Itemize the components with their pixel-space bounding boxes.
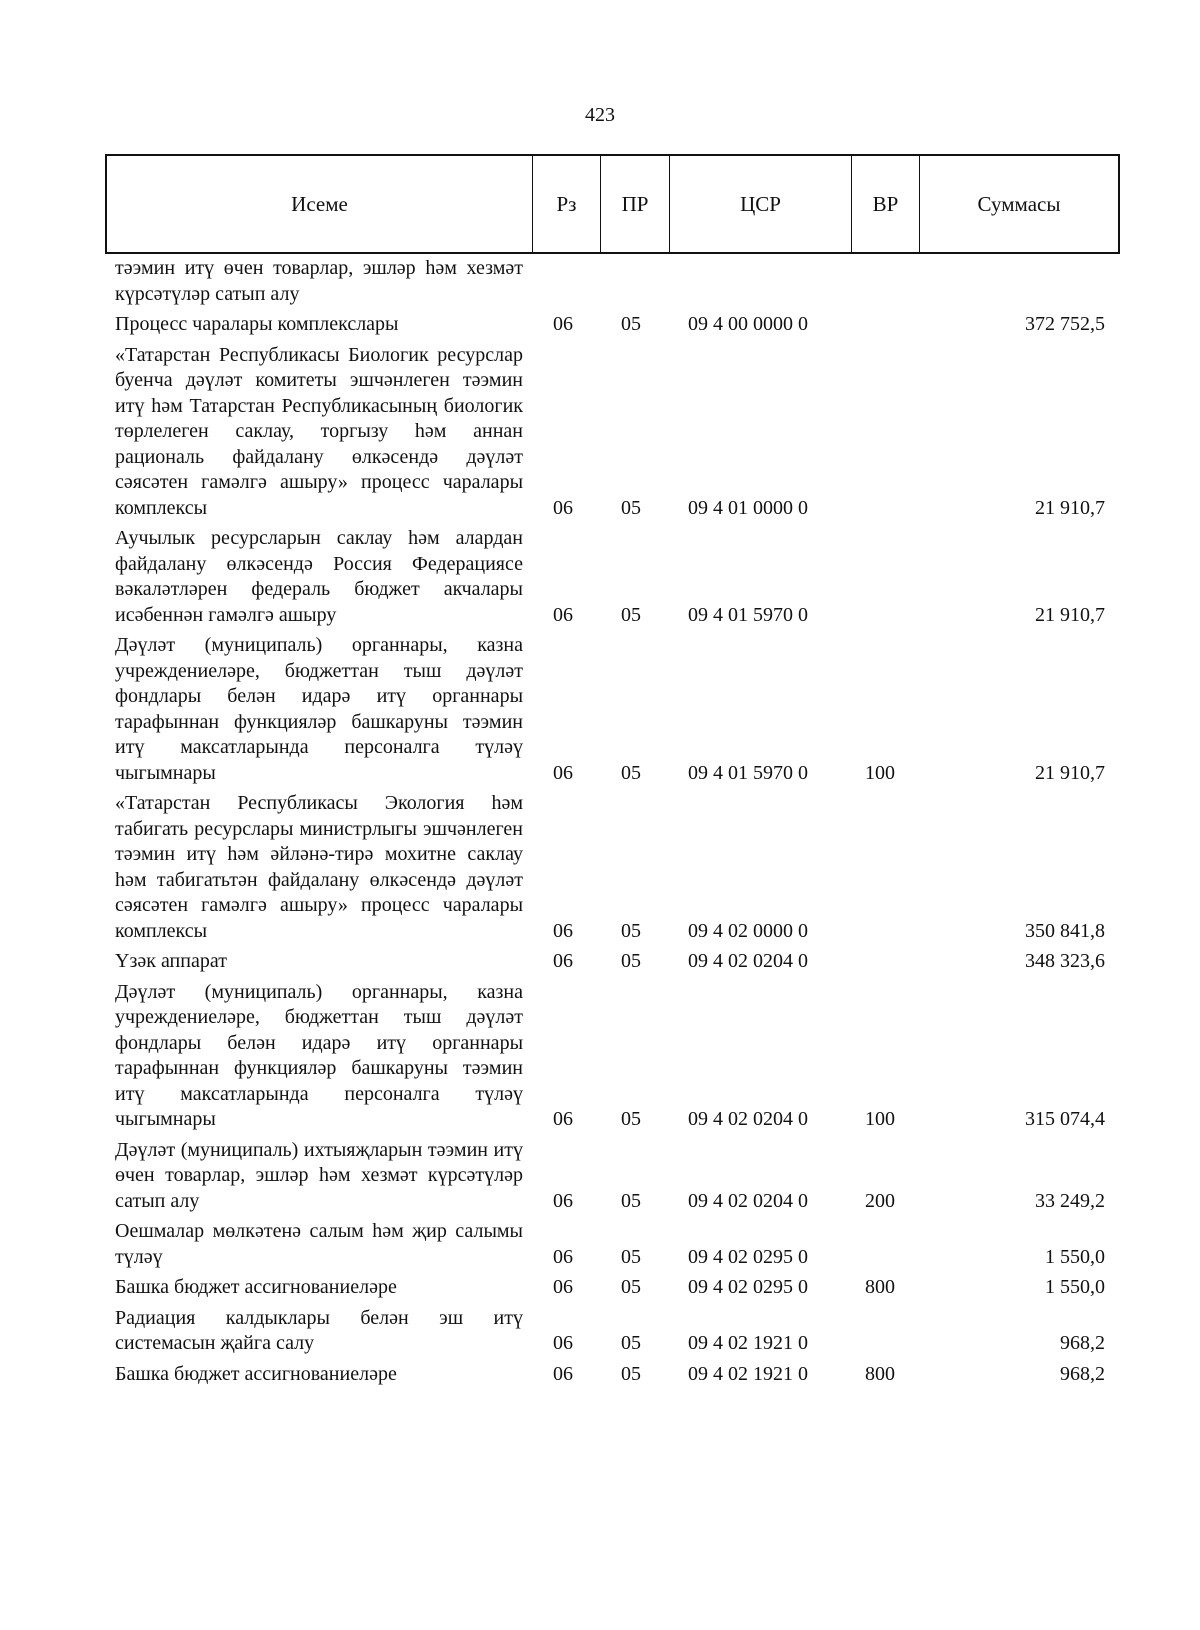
- row-rz: 06: [553, 919, 573, 942]
- row-rz: 06: [553, 603, 573, 626]
- row-csr: 09 4 01 5970 0: [688, 761, 808, 784]
- row-sum: 21 910,7: [1035, 603, 1105, 626]
- row-pr: 05: [621, 1332, 641, 1354]
- row-rz: 06: [553, 950, 573, 972]
- row-pr: 05: [621, 313, 641, 335]
- row-vr: 100: [865, 761, 895, 784]
- row-sum: 348 323,6: [1025, 950, 1105, 972]
- table-row: [0, 791, 1200, 944]
- table-body: [0, 256, 1200, 1392]
- row-csr: 09 4 02 0204 0: [688, 1189, 808, 1212]
- row-sum: 1 550,0: [1045, 1276, 1105, 1298]
- row-csr: 09 4 01 5970 0: [688, 603, 808, 626]
- row-csr: 09 4 02 0204 0: [688, 1108, 808, 1130]
- row-name: Башка бюджет ассигнованиеләре: [115, 1362, 397, 1385]
- row-sum: 968,2: [1060, 1362, 1105, 1385]
- row-pr: 05: [621, 1362, 641, 1385]
- table-header: [105, 154, 1120, 254]
- row-sum: 968,2: [1060, 1332, 1105, 1354]
- row-pr: 05: [621, 1276, 641, 1298]
- row-name: «Татарстан Республикасы Экология һәм табигать ресурслары министрлыгы эшчәнлеген тәэмин итү һәм әйләнә-тирә мохитне саклау һәм табигатьтән файдалану өлкәсендә дәүләт сәясәтен гамәлгә ашыру» процесс чаралары комплексы: [115, 792, 523, 942]
- row-csr: 09 4 01 0000 0: [688, 496, 808, 519]
- row-rz: 06: [553, 1332, 573, 1354]
- row-name: Дәүләт (муниципаль) органнары, казна учреждениеләре, бюджеттан тыш дәүләт фондлары белән идарә итү органнары тарафыннан функцияләр башкаруны тәэмин итү максатларында персоналга түләү чыгымнары: [115, 980, 523, 1130]
- row-csr: 09 4 02 0000 0: [688, 919, 808, 942]
- row-name: Оешмалар мөлкәтенә салым һәм җир салымы түләү: [115, 1220, 523, 1268]
- table-row: [0, 1275, 1200, 1301]
- table-row: [0, 343, 1200, 522]
- table-row: [0, 526, 1200, 628]
- row-vr: 800: [865, 1276, 895, 1298]
- row-rz: 06: [553, 1276, 573, 1298]
- row-csr: 09 4 02 0204 0: [688, 950, 808, 972]
- row-name: Үзәк аппарат: [115, 950, 227, 972]
- row-pr: 05: [621, 496, 641, 519]
- row-sum: 372 752,5: [1025, 313, 1105, 335]
- row-pr: 05: [621, 919, 641, 942]
- header-sum: Суммасы: [977, 191, 1061, 216]
- row-pr: 05: [621, 950, 641, 972]
- page-number: 423: [585, 104, 615, 126]
- table-row: [0, 1138, 1200, 1215]
- row-rz: 06: [553, 313, 573, 335]
- row-pr: 05: [621, 1245, 641, 1268]
- row-rz: 06: [553, 1189, 573, 1212]
- row-csr: 09 4 00 0000 0: [688, 313, 808, 335]
- row-sum: 21 910,7: [1035, 496, 1105, 519]
- row-name: Дәүләт (муниципаль) органнары, казна учреждениеләре, бюджеттан тыш дәүләт фондлары белән идарә итү органнары тарафыннан функцияләр башкаруны тәэмин итү максатларында персоналга түләү чыгымнары: [115, 634, 523, 784]
- table-row: [0, 1362, 1200, 1388]
- row-csr: 09 4 02 1921 0: [688, 1332, 808, 1354]
- row-name: Процесс чаралары комплекслары: [115, 313, 399, 335]
- row-name: Аучылык ресурсларын саклау һәм алардан файдалану өлкәсендә Россия Федерациясе вәкаләтләрен федераль бюджет акчалары исәбеннән гамәлгә ашыру: [115, 527, 523, 626]
- row-name: Башка бюджет ассигнованиеләре: [115, 1276, 397, 1298]
- row-pr: 05: [621, 1189, 641, 1212]
- header-name: Исеме: [107, 156, 533, 252]
- row-csr: 09 4 02 0295 0: [688, 1276, 808, 1298]
- row-vr: 100: [865, 1108, 895, 1130]
- row-sum: 33 249,2: [1035, 1189, 1105, 1212]
- header-csr: ЦСР: [670, 156, 852, 252]
- table-row: [0, 980, 1200, 1133]
- row-pr: 05: [621, 603, 641, 626]
- row-name: «Татарстан Республикасы Биологик ресурслар буенча дәүләт комитеты эшчәнлеген тәэмин итү һәм Татарстан Республикасының биологик төрлелеген саклау, торгызу һәм аннан рациональ файдалану өлкәсендә дәүләт сәясәтен гамәлгә ашыру» процесс чаралары комплексы: [115, 343, 523, 519]
- table-row: [0, 949, 1200, 975]
- row-csr: 09 4 02 1921 0: [688, 1362, 808, 1385]
- row-csr: 09 4 02 0295 0: [688, 1245, 808, 1268]
- row-pr: 05: [621, 1108, 641, 1130]
- row-vr: 200: [865, 1189, 895, 1212]
- table-row: [0, 256, 1200, 307]
- table-row: [0, 1219, 1200, 1270]
- row-rz: 06: [553, 761, 573, 784]
- table-row: [0, 633, 1200, 786]
- header-pr: ПР: [601, 156, 670, 252]
- row-sum: 350 841,8: [1025, 919, 1105, 942]
- table-row: [0, 1306, 1200, 1357]
- header-vr: ВР: [852, 156, 920, 252]
- row-rz: 06: [553, 1362, 573, 1385]
- row-vr: 800: [865, 1362, 895, 1385]
- table-row: [0, 312, 1200, 338]
- row-rz: 06: [553, 1245, 573, 1268]
- row-name: тәэмин итү өчен товарлар, эшләр һәм хезмәт күрсәтүләр сатып алу: [115, 257, 523, 305]
- row-rz: 06: [553, 496, 573, 519]
- row-rz: 06: [553, 1108, 573, 1130]
- row-pr: 05: [621, 761, 641, 784]
- row-name: Дәүләт (муниципаль) ихтыяҗларын тәэмин итү өчен товарлар, эшләр һәм хезмәт күрсәтүләр сатып алу: [115, 1138, 523, 1212]
- header-rz: Рз: [533, 156, 601, 252]
- row-name: Радиация калдыклары белән эш итү системасын җайга салу: [115, 1306, 523, 1354]
- row-sum: 315 074,4: [1025, 1108, 1105, 1130]
- row-sum: 1 550,0: [1045, 1245, 1105, 1268]
- row-sum: 21 910,7: [1035, 761, 1105, 784]
